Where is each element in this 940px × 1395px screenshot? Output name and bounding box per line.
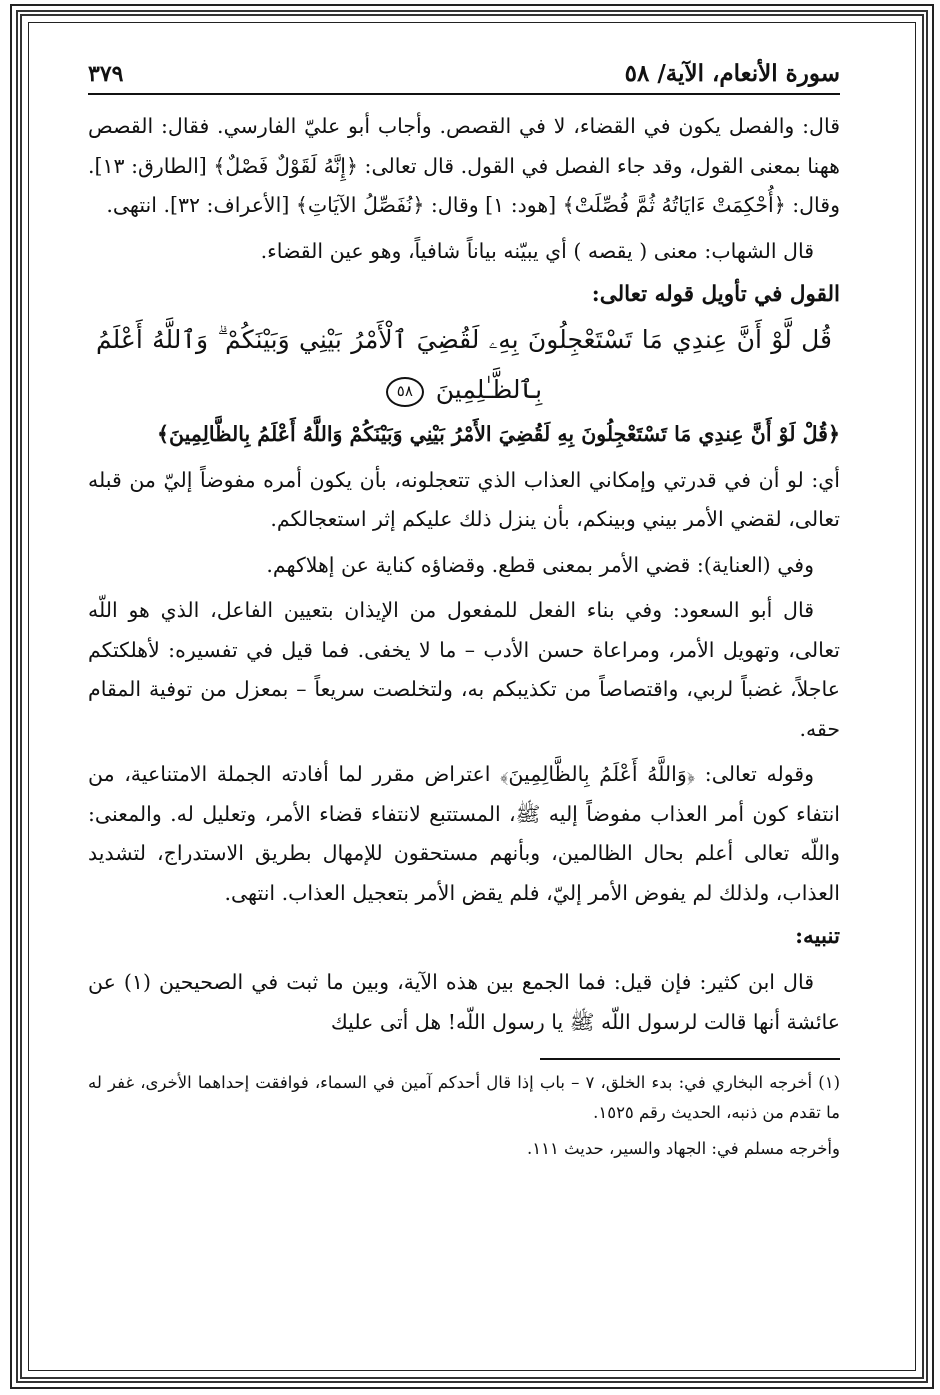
surah-title: سورة الأنعام، الآية/ ٥٨ <box>624 60 840 87</box>
page-number: ٣٧٩ <box>88 61 124 87</box>
paragraph-7: قال ابن كثير: فإن قيل: فما الجمع بين هذه الآية، وبين ما ثبت في الصحيحين (١) عن عائشة أنها قالت لرسول اللّه ﷺ يا رسول اللّه! هل أتى عليك <box>88 970 840 1034</box>
footnote-1-continuation: وأخرجه مسلم في: الجهاد والسير، حديث ١١١. <box>526 1139 840 1158</box>
ayah-number-marker: ٥٨ <box>386 377 424 407</box>
verse-line-1: قُل لَّوْ أَنَّ عِندِي مَا تَسْتَعْجِلُونَ بِهِۦ لَقُضِيَ ٱلْأَمْرُ بَيْنِي وَبَيْنَكُمْ ۗ وَٱللَّهُ أَعْلَمُ <box>96 325 832 354</box>
book-page <box>88 60 840 1335</box>
footnote-1: (١) أخرجه البخاري في: بدء الخلق، ٧ – باب إذا قال أحدكم آمين في السماء، فوافقت إحداهما الأخرى، غفر له ما تقدم من ذنبه، الحديث رقم ١٥٢٥. <box>88 1073 841 1122</box>
footnote-divider <box>540 1058 840 1060</box>
paragraph-1: قال: والفصل يكون في القضاء، لا في القصص. وأجاب أبو عليّ الفارسي. فقال: القصص ههنا بمعنى القول، وقد جاء الفصل في القول. قال تعالى: ﴿إِنَّهُ لَقَوْلٌ فَصْلٌ﴾ [الطارق: ١٣]. وقال: ﴿أُحْكِمَتْ ءَايَاتُهُ ثُمَّ فُصِّلَتْ﴾ [هود: ١] وقال: ﴿نُفَصِّلُ الآيَاتِ﴾ [الأعراف: ٣٢]. انتهى. <box>88 114 840 217</box>
verse-line-2 <box>88 365 840 415</box>
quran-verse <box>88 315 840 415</box>
paragraph-4: وفي (العناية): قضي الأمر بمعنى قطع. وقضاؤه كناية عن إهلاكهم. <box>266 552 814 577</box>
running-header <box>88 60 840 95</box>
verse-line-2-text: بِٱلظَّـٰلِمِينَ <box>435 375 543 404</box>
paragraph-5: قال أبو السعود: وفي بناء الفعل للمفعول من الإيذان بتعيين الفاعل، الذي هو اللّه تعالى، وتهويل الأمر، ومراعاة حسن الأدب – ما لا يخفى. فما قيل في تفسيره: لأهلكتكم عاجلاً، غضباً لربي، واقتصاصاً من تكذيبكم به، ولتخلصت سريعاً – بمعزل من توفية المقام حقه. <box>88 598 840 741</box>
quoted-verse: ﴿قُلْ لَوْ أَنَّ عِندِي مَا تَسْتَعْجِلُونَ بِهِ لَقُضِيَ الأَمْرُ بَيْنِي وَبَيْنَكُمْ وَاللَّهُ أَعْلَمُ بِالظَّالِمِينَ﴾ <box>157 422 840 446</box>
footnotes <box>88 1068 840 1164</box>
paragraph-2: قال الشهاب: معنى ( يقصه ) أي يبيّنه بياناً شافياً، وهو عين القضاء. <box>260 238 814 263</box>
notice-heading: تنبيه: <box>795 924 840 949</box>
paragraph-3: أي: لو أن في قدرتي وإمكاني العذاب الذي تتعجلونه، بأن يكون أمره مفوضاً إليّ من قبله تعالى، لقضي الأمر بيني وبينكم، بأن ينزل ذلك عليكم إثر استعجالكم. <box>88 467 840 531</box>
paragraph-6: وقوله تعالى: ﴿وَاللَّهُ أَعْلَمُ بِالظَّالِمِينَ﴾ اعتراض مقرر لما أفادته الجملة الامتناعية، من انتفاء كون أمر العذاب مفوضاً إليه ﷺ، المستتبع لانتفاء قضاء الأمر، وتعليل له. والمعنى: واللّه تعالى أعلم بحال الظالمين، وبأنهم مستحقون للإمهال بطريق الاستدراج، لتشديد العذاب، ولذلك لم يفوض الأمر إليّ، فلم يقض الأمر بتعجيل العذاب. انتهى. <box>88 762 840 905</box>
section-heading: القول في تأويل قوله تعالى: <box>591 282 840 307</box>
